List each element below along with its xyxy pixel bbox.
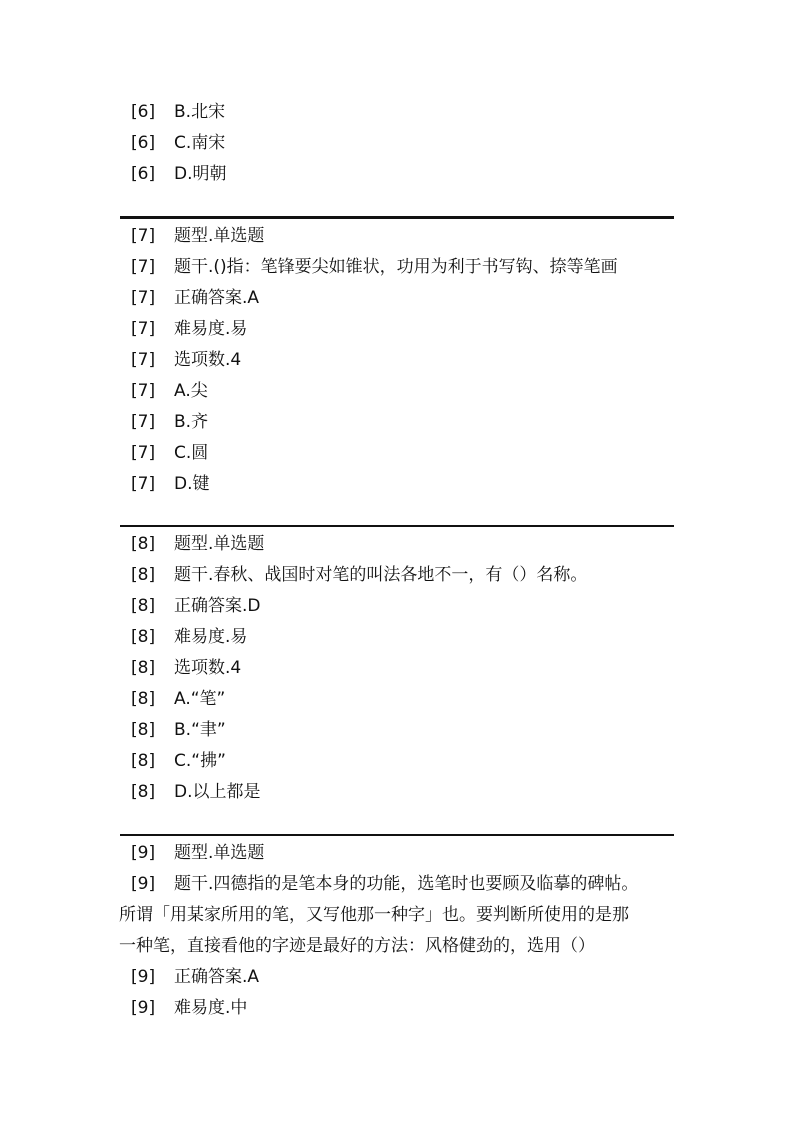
q9-stem-line1: [131, 869, 638, 900]
question-number: [8]: [131, 720, 156, 740]
question-number: [7]: [131, 381, 156, 401]
q8-option-c: [131, 746, 226, 777]
q7-answer: [131, 283, 259, 314]
line-text: C.圆: [174, 443, 209, 463]
question-number: [7]: [131, 319, 156, 339]
q7-option-d: [131, 469, 210, 500]
question-number: [8]: [131, 565, 156, 585]
question-number: [8]: [131, 534, 156, 554]
line-text: 题型.单选题: [174, 843, 265, 863]
section-divider: [120, 525, 674, 527]
q8-answer: [131, 591, 261, 622]
q6-option-c: [131, 128, 225, 159]
q9-stem-continuation: [119, 900, 679, 962]
line-text: 题干.春秋、战国时对笔的叫法各地不一，有（）名称。: [174, 565, 588, 585]
line-text: 难易度.中: [174, 998, 248, 1018]
line-text: 选项数.4: [174, 658, 242, 678]
line-text: 正确答案.A: [174, 967, 260, 987]
q7-option-count: [131, 345, 241, 376]
line-text: B.“聿”: [174, 720, 226, 740]
line-text: A.“笔”: [174, 689, 226, 709]
question-number: [7]: [131, 412, 156, 432]
line-text: 难易度.易: [174, 319, 248, 339]
q7-type: [131, 221, 264, 252]
question-number: [8]: [131, 689, 156, 709]
question-number: [7]: [131, 226, 156, 246]
line-text: 正确答案.D: [174, 596, 261, 616]
question-number: [6]: [131, 133, 156, 153]
q7-difficulty: [131, 314, 247, 345]
line-text: 难易度.易: [174, 627, 248, 647]
line-text: 正确答案.A: [174, 288, 260, 308]
question-number: [8]: [131, 658, 156, 678]
question-number: [6]: [131, 164, 156, 184]
section-divider: [120, 216, 674, 219]
section-divider: [120, 834, 674, 836]
stem-text-line: 一种笔，直接看他的字迹是最好的方法：风格健劲的，选用（）: [119, 936, 595, 956]
line-text: C.南宋: [174, 133, 226, 153]
q8-option-d: [131, 777, 261, 808]
q6-option-d: [131, 159, 227, 190]
q9-answer: [131, 962, 259, 993]
line-text: D.键: [174, 474, 210, 494]
question-number: [9]: [131, 843, 156, 863]
q8-stem: [131, 560, 587, 591]
line-text: 选项数.4: [174, 350, 242, 370]
q9-type: [131, 838, 264, 869]
line-text: 题型.单选题: [174, 226, 265, 246]
question-number: [6]: [131, 102, 156, 122]
question-number: [8]: [131, 596, 156, 616]
line-text: A.尖: [174, 381, 208, 401]
line-text: D.以上都是: [174, 782, 261, 802]
line-text: 题干.()指：笔锋要尖如锥状，功用为利于书写钩、捺等笔画: [174, 257, 618, 277]
line-text: B.齐: [174, 412, 209, 432]
stem-text-line: 所谓「用某家所用的笔，又写他那一种字」也。要判断所使用的是那: [119, 905, 629, 925]
q8-type: [131, 529, 264, 560]
q8-option-count: [131, 653, 241, 684]
question-number: [8]: [131, 627, 156, 647]
q9-difficulty: [131, 993, 247, 1024]
question-number: [8]: [131, 782, 156, 802]
line-text: D.明朝: [174, 164, 227, 184]
question-number: [9]: [131, 967, 156, 987]
question-number: [7]: [131, 443, 156, 463]
question-number: [7]: [131, 288, 156, 308]
q7-stem: [131, 252, 618, 283]
question-number: [7]: [131, 350, 156, 370]
q7-option-c: [131, 438, 208, 469]
q6-option-b: [131, 97, 225, 128]
q7-option-a: [131, 376, 208, 407]
question-number: [8]: [131, 751, 156, 771]
q7-option-b: [131, 407, 208, 438]
line-text: C.“拂”: [174, 751, 226, 771]
q8-option-b: [131, 715, 226, 746]
line-text: 题干.四德指的是笔本身的功能，选笔时也要顾及临摹的碑帖。: [174, 874, 639, 894]
question-number: [7]: [131, 257, 156, 277]
question-number: [7]: [131, 474, 156, 494]
question-number: [9]: [131, 998, 156, 1018]
line-text: 题型.单选题: [174, 534, 265, 554]
line-text: B.北宋: [174, 102, 226, 122]
question-number: [9]: [131, 874, 156, 894]
q8-difficulty: [131, 622, 247, 653]
q8-option-a: [131, 684, 225, 715]
